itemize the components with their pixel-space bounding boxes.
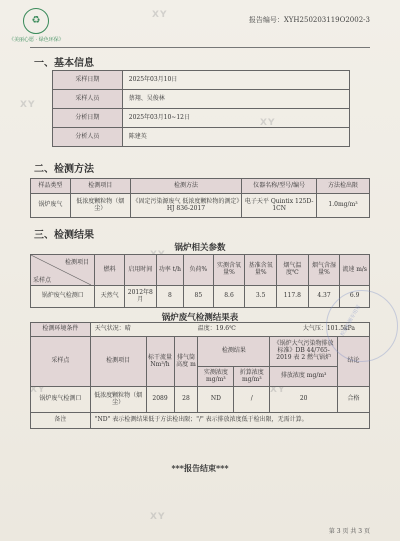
basic-value: 2025年03月10~12日 — [122, 109, 349, 128]
column-header: 功率 t/h — [156, 255, 183, 286]
column-header: 结论 — [338, 337, 370, 387]
basic-label: 分析日期 — [53, 109, 123, 128]
table-cell: / — [234, 387, 270, 413]
basic-info-table — [52, 70, 350, 147]
table-cell: 117.8 — [277, 286, 309, 308]
basic-value: 2025年03月10日 — [122, 71, 349, 90]
table-cell: 锅炉废气检测口 — [31, 387, 91, 413]
table-cell: 3.5 — [245, 286, 277, 308]
table-cell: 28 — [174, 387, 198, 413]
table-cell: ND — [198, 387, 234, 413]
column-header: 检测结果 — [198, 337, 270, 367]
table-header-row — [31, 179, 370, 194]
column-header: 启用时间 — [124, 255, 156, 286]
report-number: 报告编号：XYH250203119O2002-3 — [248, 16, 370, 24]
column-header: 检测项目 — [70, 179, 130, 194]
basic-value: 陈建英 — [122, 128, 349, 147]
table-row — [31, 194, 370, 218]
weather-value: 天气状况：晴 — [94, 325, 131, 333]
table-cell: 8.6 — [213, 286, 245, 308]
table-row — [53, 109, 350, 128]
section-result-title: 三、检测结果 — [34, 230, 94, 241]
column-header: 燃料 — [95, 255, 125, 286]
env-conditions-row — [31, 323, 370, 337]
table-cell: 锅炉废气检测口 — [31, 286, 95, 308]
boiler-params-title: 锅炉相关参数 — [174, 243, 226, 253]
column-header: 方法检出限 — [317, 179, 370, 194]
diagonal-header-cell — [31, 255, 95, 286]
note-label: 备注 — [31, 413, 91, 429]
table-cell: 合格 — [338, 387, 370, 413]
boiler-params-table — [30, 254, 370, 308]
column-header: 实测含氧量% — [213, 255, 245, 286]
table-cell: 电子天平 Quintix 125D-1CN — [242, 194, 317, 218]
basic-label: 采样人员 — [53, 90, 123, 109]
pressure-value: 大气压：101.5kPa — [302, 325, 355, 333]
emission-results-table — [30, 322, 370, 429]
header-rule — [30, 47, 370, 48]
temperature-value: 温度：19.6℃ — [197, 325, 236, 333]
table-row — [53, 128, 350, 147]
logo-slogan: 《美丽心愿 · 绿色环保》 — [9, 37, 64, 43]
diagonal-line — [31, 255, 91, 285]
table-row — [31, 387, 370, 413]
table-cell: 天然气 — [95, 286, 125, 308]
note-row — [31, 413, 370, 429]
column-header: 烟气温度℃ — [277, 255, 309, 286]
table-header-row — [31, 337, 370, 367]
basic-label: 分析人员 — [53, 128, 123, 147]
env-label: 检测环境条件 — [31, 323, 91, 337]
report-end: ***报告结束*** — [171, 463, 229, 473]
watermark: XY — [30, 385, 46, 395]
stamp-text: 检验检测专用章 — [339, 304, 363, 338]
recycle-icon: ♻ — [23, 8, 49, 34]
column-header: 实测浓度 mg/m³ — [198, 367, 234, 387]
column-header: 排气筒高度 m — [174, 337, 198, 387]
table-cell: 2089 — [146, 387, 174, 413]
watermark: XY — [150, 512, 166, 522]
company-logo — [9, 8, 65, 48]
column-header: 样品类型 — [31, 179, 71, 194]
table-row — [53, 71, 350, 90]
table-cell: 4.37 — [308, 286, 340, 308]
section-method-title: 二、检测方法 — [34, 164, 94, 175]
column-header: 流速 m/s — [340, 255, 370, 286]
column-header: 《锅炉大气污染物排放标准》DB 44/765-2019 表 2 燃气锅炉 — [270, 337, 338, 367]
table-row — [31, 286, 370, 308]
column-header: 检测方法 — [130, 179, 242, 194]
table-cell: 锅炉废气 — [31, 194, 71, 218]
column-header: 检测项目 — [90, 337, 146, 387]
column-header: 排放浓度 mg/m³ — [270, 367, 338, 387]
column-header: 负荷% — [184, 255, 214, 286]
method-table — [30, 178, 370, 218]
table-cell: 8 — [156, 286, 183, 308]
basic-value: 蔡翔、吴俊林 — [122, 90, 349, 109]
table-cell: 《固定污染源废气 低浓度颗粒物的测定》HJ 836-2017 — [130, 194, 242, 218]
basic-label: 采样日期 — [53, 71, 123, 90]
watermark: XY — [20, 100, 36, 110]
column-header: 基准含氧量% — [245, 255, 277, 286]
table-row — [53, 90, 350, 109]
column-header: 烟气含湿量% — [308, 255, 340, 286]
table-cell: 85 — [184, 286, 214, 308]
note-text: "ND" 表示检测结果低于方法检出限；"/" 表示排放浓度低于检出限，无需计算。 — [90, 413, 369, 429]
diag-bottom-label: 采样点 — [33, 277, 52, 284]
table-cell: 低浓度颗粒物（烟尘） — [70, 194, 130, 218]
column-header: 折算浓度 mg/m³ — [234, 367, 270, 387]
page-number: 第 3 页 共 3 页 — [328, 528, 370, 535]
table-cell: 1.0mg/m³ — [317, 194, 370, 218]
section-basic-title: 一、基本信息 — [34, 58, 94, 69]
column-header: 标干流量Nm³/h — [146, 337, 174, 387]
table-cell: 低浓度颗粒物（烟尘） — [90, 387, 146, 413]
watermark: XY — [150, 250, 166, 260]
watermark: XY — [270, 385, 286, 395]
column-header: 采样点 — [31, 337, 91, 387]
table-header-row — [31, 255, 370, 286]
inspection-stamp — [326, 290, 398, 362]
watermark: XY — [260, 118, 276, 128]
diag-top-label: 检测项目 — [64, 259, 89, 266]
emission-results-title: 锅炉废气检测结果表 — [161, 313, 239, 323]
watermark: XY — [152, 10, 168, 20]
table-cell: 6.9 — [340, 286, 370, 308]
table-cell: 20 — [270, 387, 338, 413]
column-header: 仪器名称/型号/编号 — [242, 179, 317, 194]
table-cell: 2012年8月 — [124, 286, 156, 308]
